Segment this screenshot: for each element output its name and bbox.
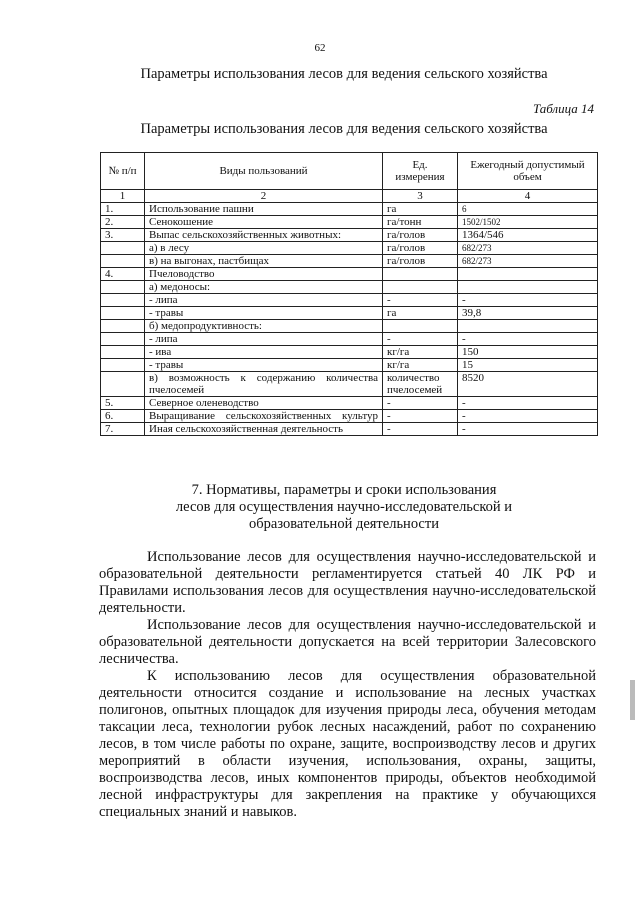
row-unit: га [383, 307, 458, 320]
row-volume: 1364/546 [458, 229, 598, 242]
row-kind: - липа [145, 333, 383, 346]
column-number: 3 [383, 190, 458, 203]
row-unit: га/тонн [383, 216, 458, 229]
row-volume: 15 [458, 359, 598, 372]
row-kind: Сенокошение [145, 216, 383, 229]
row-volume [458, 281, 598, 294]
table-header-row [101, 153, 598, 190]
parameters-table [100, 152, 598, 436]
row-volume: 1502/1502 [458, 216, 598, 229]
header-volume: Ежегодный допустимый объем [458, 153, 598, 190]
row-number: 6. [101, 410, 145, 423]
table-row [101, 229, 598, 242]
page-number: 62 [314, 42, 326, 54]
table-row [101, 397, 598, 410]
row-unit: га/голов [383, 229, 458, 242]
row-unit: га [383, 203, 458, 216]
row-unit: га/голов [383, 242, 458, 255]
column-numbers-row [101, 190, 598, 203]
row-kind: а) в лесу [145, 242, 383, 255]
row-kind: Выращивание сельскохозяйственных культур [145, 410, 383, 423]
row-unit: - [383, 397, 458, 410]
table-row [101, 320, 598, 333]
table-row [101, 423, 598, 436]
row-kind: а) медоносы: [145, 281, 383, 294]
row-number [101, 294, 145, 307]
section-heading-line: лесов для осуществления научно-исследовательской и [175, 499, 513, 515]
row-volume [458, 320, 598, 333]
row-kind: в) на выгонах, пастбищах [145, 255, 383, 268]
table-label: Таблица 14 [532, 101, 594, 116]
row-number [101, 346, 145, 359]
row-volume: 39,8 [458, 307, 598, 320]
row-number [101, 372, 145, 397]
column-number: 2 [145, 190, 383, 203]
row-volume: - [458, 410, 598, 423]
section-heading-line: образовательной деятельности [249, 516, 439, 532]
section-heading [0, 482, 640, 533]
row-kind: Иная сельскохозяйственная деятельность [145, 423, 383, 436]
row-volume: - [458, 423, 598, 436]
table-row [101, 268, 598, 281]
row-volume: 150 [458, 346, 598, 359]
row-number: 2. [101, 216, 145, 229]
table-row [101, 242, 598, 255]
row-unit: - [383, 333, 458, 346]
row-number [101, 307, 145, 320]
row-volume: - [458, 397, 598, 410]
row-kind: - ива [145, 346, 383, 359]
table-row [101, 346, 598, 359]
row-number: 4. [101, 268, 145, 281]
header-unit: Ед. измерения [383, 153, 458, 190]
row-volume: 8520 [458, 372, 598, 397]
column-number: 1 [101, 190, 145, 203]
table-row [101, 216, 598, 229]
row-number [101, 281, 145, 294]
row-volume [458, 268, 598, 281]
header-number: № п/п [101, 153, 145, 190]
paragraph: Использование лесов для осуществления научно-исследовательской и образовательной деятельности допускается на всей территории Залесовского лесничества. [99, 617, 596, 667]
row-unit: кг/га [383, 359, 458, 372]
row-unit [383, 320, 458, 333]
row-volume: 682/273 [458, 242, 598, 255]
body-text [99, 549, 596, 821]
page-header-title: Параметры использования лесов для ведения сельского хозяйства [140, 66, 548, 82]
row-unit: - [383, 423, 458, 436]
row-kind: - травы [145, 359, 383, 372]
table-row [101, 372, 598, 397]
row-number [101, 242, 145, 255]
row-kind: Пчеловодство [145, 268, 383, 281]
row-number [101, 320, 145, 333]
row-unit [383, 268, 458, 281]
row-volume: - [458, 294, 598, 307]
table-row [101, 307, 598, 320]
paragraph: Использование лесов для осуществления научно-исследовательской и образовательной деятельности регламентируется статьей 40 ЛК РФ и Правилами использования лесов для осуществления научно-исследовательской деятельности. [99, 549, 596, 616]
table-row [101, 333, 598, 346]
row-kind: - липа [145, 294, 383, 307]
row-unit: кг/га [383, 346, 458, 359]
table-row [101, 359, 598, 372]
row-kind: Выпас сельскохозяйственных животных: [145, 229, 383, 242]
header-kind: Виды пользований [145, 153, 383, 190]
row-kind: Использование пашни [145, 203, 383, 216]
row-kind: б) медопродуктивность: [145, 320, 383, 333]
table-row [101, 410, 598, 423]
table-title: Параметры использования лесов для ведения сельского хозяйства [140, 121, 548, 137]
row-number [101, 333, 145, 346]
scan-margin-mark [630, 680, 635, 720]
row-number: 3. [101, 229, 145, 242]
row-kind: в) возможность к содержанию количества пчелосемей [145, 372, 383, 397]
table-row [101, 281, 598, 294]
table-row [101, 294, 598, 307]
row-volume: 682/273 [458, 255, 598, 268]
row-volume: 6 [458, 203, 598, 216]
section-heading-line: 7. Нормативы, параметры и сроки использования [191, 482, 497, 498]
row-unit: - [383, 410, 458, 423]
row-number [101, 255, 145, 268]
row-number: 5. [101, 397, 145, 410]
row-unit: - [383, 294, 458, 307]
row-volume: - [458, 333, 598, 346]
table-row [101, 255, 598, 268]
row-number [101, 359, 145, 372]
table-row [101, 203, 598, 216]
row-unit: га/голов [383, 255, 458, 268]
row-unit [383, 281, 458, 294]
row-kind: Северное оленеводство [145, 397, 383, 410]
row-unit: количество пчелосемей [383, 372, 458, 397]
row-number: 1. [101, 203, 145, 216]
column-number: 4 [458, 190, 598, 203]
row-number: 7. [101, 423, 145, 436]
paragraph: К использованию лесов для осуществления образовательной деятельности относится создание и использование на лесных участках полигонов, опытных площадок для изучения природы леса, обучения методам таксации леса, технологии рубок лесных насаждений, работ по сохранению лесов, в том числе работы по охране, защите, воспроизводству лесов и других мероприятий в области изучения, использования, охраны, защиты, воспроизводства лесов, иных компонентов природы, объектов необходимой лесной инфраструктуры для закрепления на практике у обучающихся специальных знаний и навыков. [99, 668, 596, 820]
row-kind: - травы [145, 307, 383, 320]
